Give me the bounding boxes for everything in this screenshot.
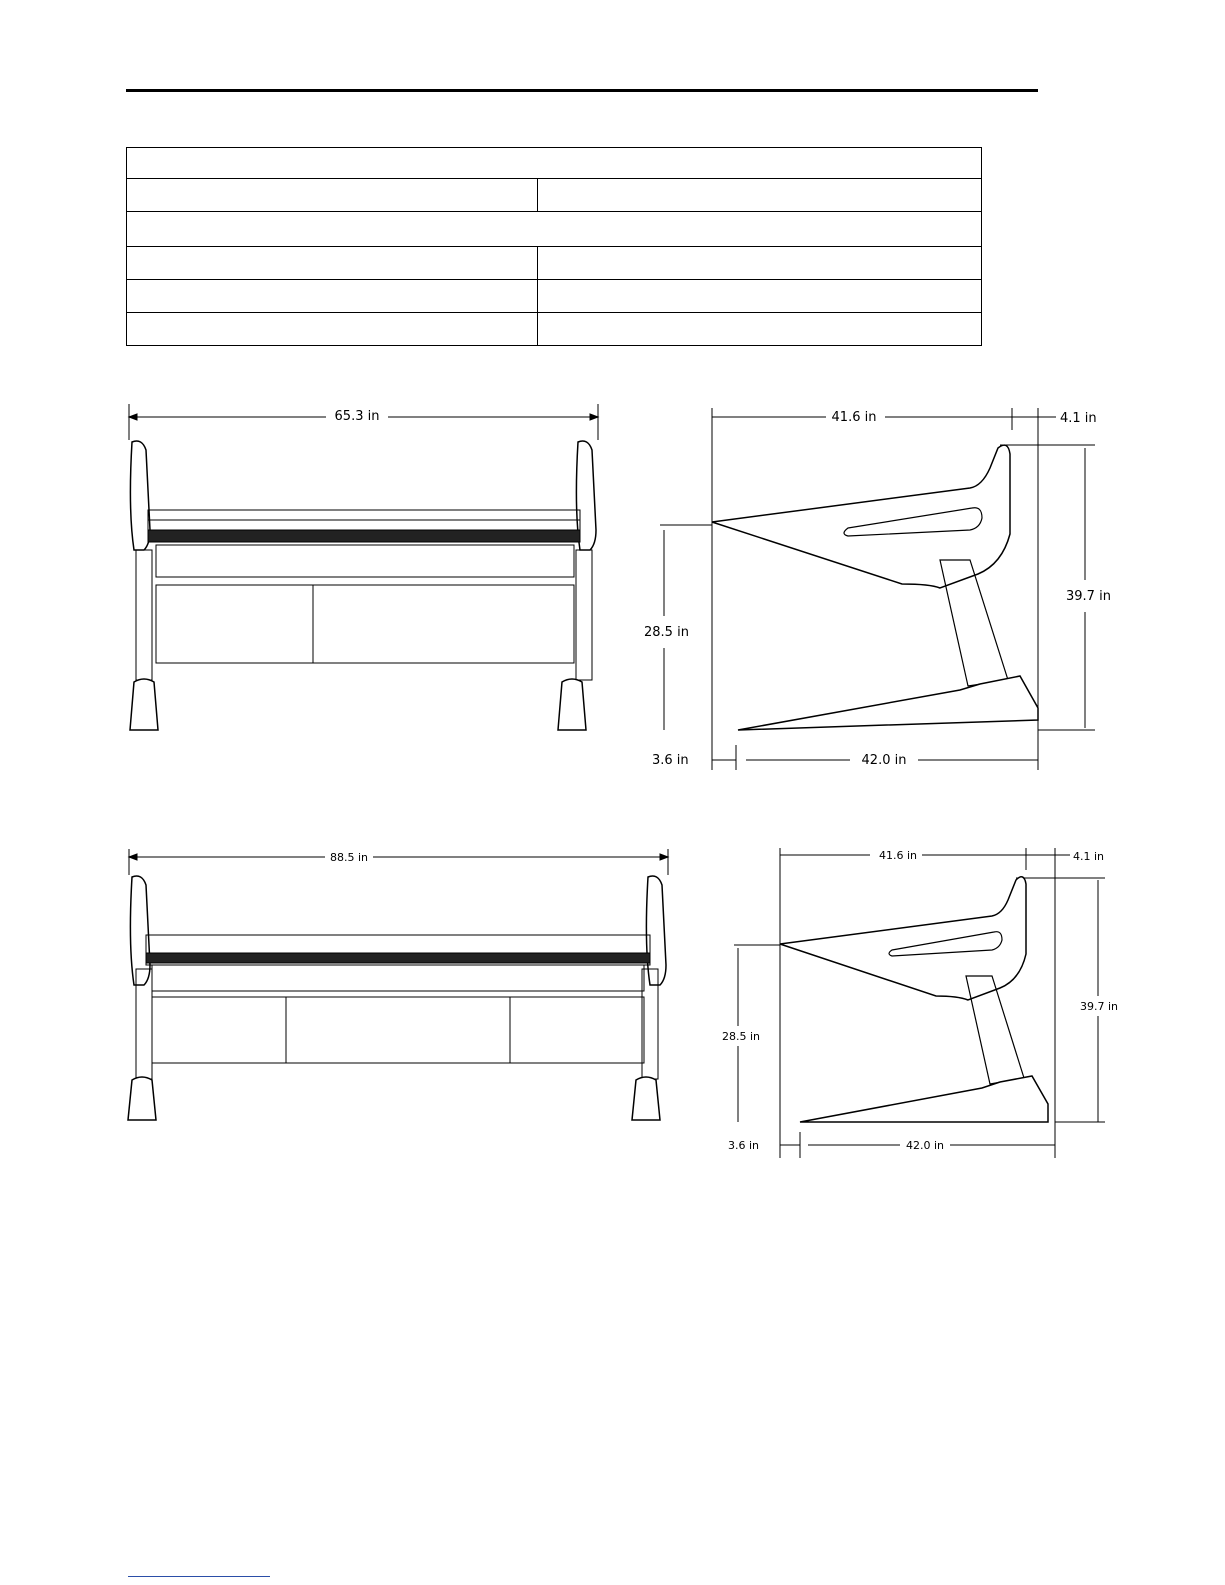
footer-link[interactable] — [128, 1576, 270, 1577]
dimension-label: 3.6 in — [652, 753, 689, 768]
dimension-label: 42.0 in — [905, 1139, 945, 1152]
spec-table-row — [127, 247, 982, 280]
dimension-label: 28.5 in — [722, 1030, 761, 1043]
dimension-label: 4.1 in — [1060, 411, 1097, 426]
dimension-label: 65.3 in — [334, 409, 380, 424]
spec-table-cell — [127, 280, 538, 313]
spec-table-section-row — [127, 212, 982, 247]
three-bay-side-drawing — [720, 840, 1120, 1165]
dimension-label: 3.6 in — [728, 1139, 760, 1152]
dimension-label: 4.1 in — [1073, 850, 1105, 863]
spec-table-row — [127, 280, 982, 313]
spec-table — [126, 147, 982, 346]
spec-table-cell — [538, 179, 982, 212]
header-rule — [126, 89, 1038, 92]
dimension-label: 41.6 in — [831, 410, 877, 425]
spec-table-cell — [538, 247, 982, 280]
spec-table-title-cell — [127, 148, 982, 179]
dimension-label: 41.6 in — [878, 849, 918, 862]
two-bay-front-drawing — [120, 400, 620, 745]
spec-table-title-row — [127, 148, 982, 179]
spec-table-cell — [127, 247, 538, 280]
spec-table-cell — [538, 313, 982, 346]
spec-table-row — [127, 179, 982, 212]
dimension-label: 39.7 in — [1066, 589, 1111, 604]
spec-table-cell — [127, 179, 538, 212]
spec-table-section-cell — [127, 212, 982, 247]
spec-table-cell — [127, 313, 538, 346]
dimension-label: 42.0 in — [861, 753, 907, 768]
three-bay-front-drawing — [120, 845, 690, 1135]
dimension-label: 28.5 in — [644, 625, 689, 640]
dimension-label: 39.7 in — [1080, 1000, 1119, 1013]
spec-table-row — [127, 313, 982, 346]
two-bay-side-drawing — [640, 400, 1120, 780]
dimension-label: 88.5 in — [329, 851, 369, 864]
spec-table-cell — [538, 280, 982, 313]
